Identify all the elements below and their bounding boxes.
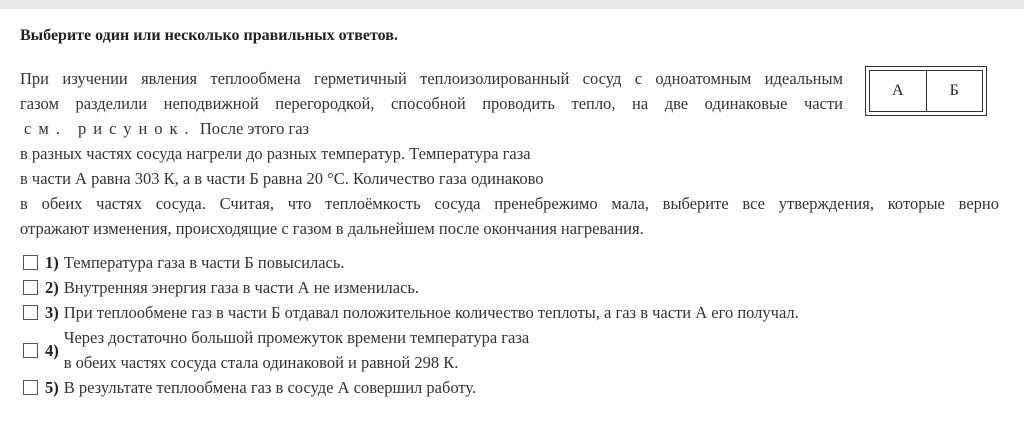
option-number: 1) [45, 253, 59, 272]
option-text-line: Через достаточно большой промежуток времени температура газа [63, 328, 530, 347]
problem-line: в части А равна 303 К, а в части Б равна 20 °С. Количество газа одинаково [20, 169, 544, 188]
problem-line: в разных частях сосуда нагрели до разных температур. Температура газа [20, 144, 531, 163]
top-bar [0, 0, 1024, 9]
option-number: 4) [45, 340, 59, 360]
option-text [64, 325, 529, 375]
figure-reference: см. рисунок. [24, 119, 196, 138]
answer-option-2[interactable] [20, 275, 799, 300]
option-text: Температура газа в части Б повысилась. [63, 253, 345, 272]
instruction-heading: Выберите один или несколько правильных ответов. [20, 27, 398, 44]
vessel-part-b: Б [949, 82, 959, 99]
problem-line: При изучении явления теплообмена герметичный теплоизолированный сосуд с одноатомным идеальным [20, 69, 843, 88]
problem-line: газом разделили неподвижной перегородкой, способной проводить тепло, на две одинаковые части [20, 94, 843, 113]
answer-checkbox-3[interactable] [23, 305, 38, 320]
answer-option-1[interactable] [20, 250, 799, 275]
problem-line: в обеих частях сосуда. Считая, что теплоёмкость сосуда пренебрежимо мала, выберите все утверждения, которые верно [20, 194, 999, 213]
answer-option-4[interactable] [20, 325, 799, 375]
answer-option-3[interactable] [20, 300, 799, 325]
option-text: При теплообмене газ в части Б отдавал положительное количество теплоты, а газ в части А его получал. [63, 303, 799, 322]
option-number: 2) [45, 278, 59, 297]
option-number: 5) [45, 378, 59, 397]
vessel-figure [865, 66, 987, 116]
problem-line [20, 116, 999, 141]
answer-checkbox-5[interactable] [23, 380, 38, 395]
option-number: 3) [45, 303, 59, 322]
vessel-inner [869, 70, 983, 112]
answer-checkbox-2[interactable] [23, 280, 38, 295]
answer-checkbox-1[interactable] [23, 255, 38, 270]
answer-options [20, 250, 799, 400]
vessel-part-a: А [870, 71, 927, 111]
problem-text [20, 66, 999, 241]
option-text-line: в обеих частях сосуда стала одинаковой и равной 298 К. [63, 353, 459, 372]
option-text: В результате теплообмена газ в сосуде А совершил работу. [63, 378, 477, 397]
option-text: Внутренняя энергия газа в части А не изменилась. [63, 278, 420, 297]
answer-checkbox-4[interactable] [23, 343, 38, 358]
problem-line: отражают изменения, происходящие с газом в дальнейшем после окончания нагревания. [20, 219, 644, 238]
answer-option-5[interactable] [20, 375, 799, 400]
problem-line-rest: После этого газ [195, 119, 310, 138]
